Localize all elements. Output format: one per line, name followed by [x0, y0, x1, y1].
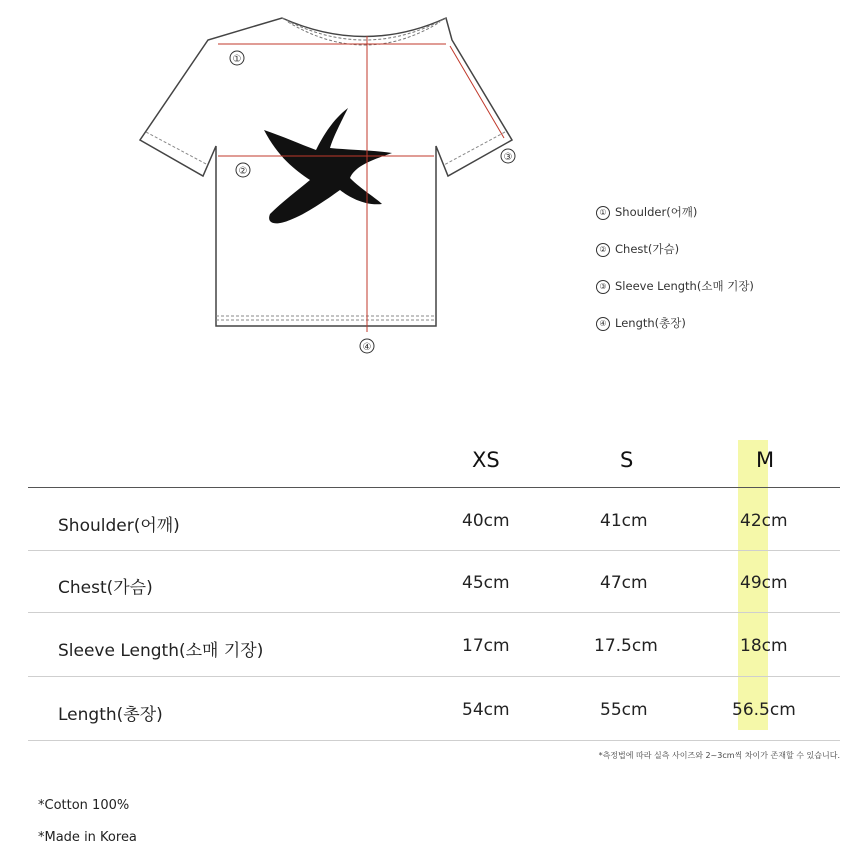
table-top-rule — [28, 487, 840, 488]
legend-item: ③ Sleeve Length(소매 기장) — [596, 274, 754, 311]
row-label-chest: Chest(가슴) — [58, 578, 153, 598]
cell-m: 42cm — [740, 511, 788, 531]
row-label-shoulder: Shoulder(어깨) — [58, 516, 180, 536]
cell-xs: 40cm — [462, 511, 510, 531]
cell-s: 47cm — [600, 573, 648, 593]
row-label-sleeve-length: Sleeve Length(소매 기장) — [58, 641, 264, 661]
legend-item: ④ Length(총장) — [596, 311, 754, 348]
cell-xs: 54cm — [462, 700, 510, 720]
measurement-note: *측정법에 따라 실측 사이즈와 2~3cm씩 차이가 존재할 수 있습니다. — [598, 751, 840, 760]
column-header-m: M — [756, 448, 775, 472]
marker-1 — [230, 51, 244, 65]
row-divider — [28, 676, 840, 677]
cell-s: 41cm — [600, 511, 648, 531]
column-header-s: S — [620, 448, 634, 472]
marker-3 — [501, 149, 515, 163]
table-bottom-rule — [28, 740, 840, 741]
svg-text:③: ③ — [503, 152, 513, 163]
cell-s: 17.5cm — [594, 636, 658, 656]
row-label-length: Length(총장) — [58, 705, 163, 725]
svg-text:②: ② — [238, 166, 248, 177]
cell-xs: 17cm — [462, 636, 510, 656]
column-header-xs: XS — [472, 448, 500, 472]
row-divider — [28, 612, 840, 613]
legend-item: ① Shoulder(어깨) — [596, 200, 754, 237]
footnote-origin: *Made in Korea — [38, 830, 137, 845]
row-divider — [28, 550, 840, 551]
cell-m: 18cm — [740, 636, 788, 656]
cell-m: 56.5cm — [732, 700, 796, 720]
measurement-legend — [596, 200, 754, 348]
svg-text:④: ④ — [362, 342, 372, 353]
legend-item: ② Chest(가슴) — [596, 237, 754, 274]
svg-text:①: ① — [232, 54, 242, 65]
marker-2 — [236, 163, 250, 177]
cell-m: 49cm — [740, 573, 788, 593]
footnote-material: *Cotton 100% — [38, 798, 130, 813]
marker-4 — [360, 339, 374, 353]
cell-xs: 45cm — [462, 573, 510, 593]
cell-s: 55cm — [600, 700, 648, 720]
